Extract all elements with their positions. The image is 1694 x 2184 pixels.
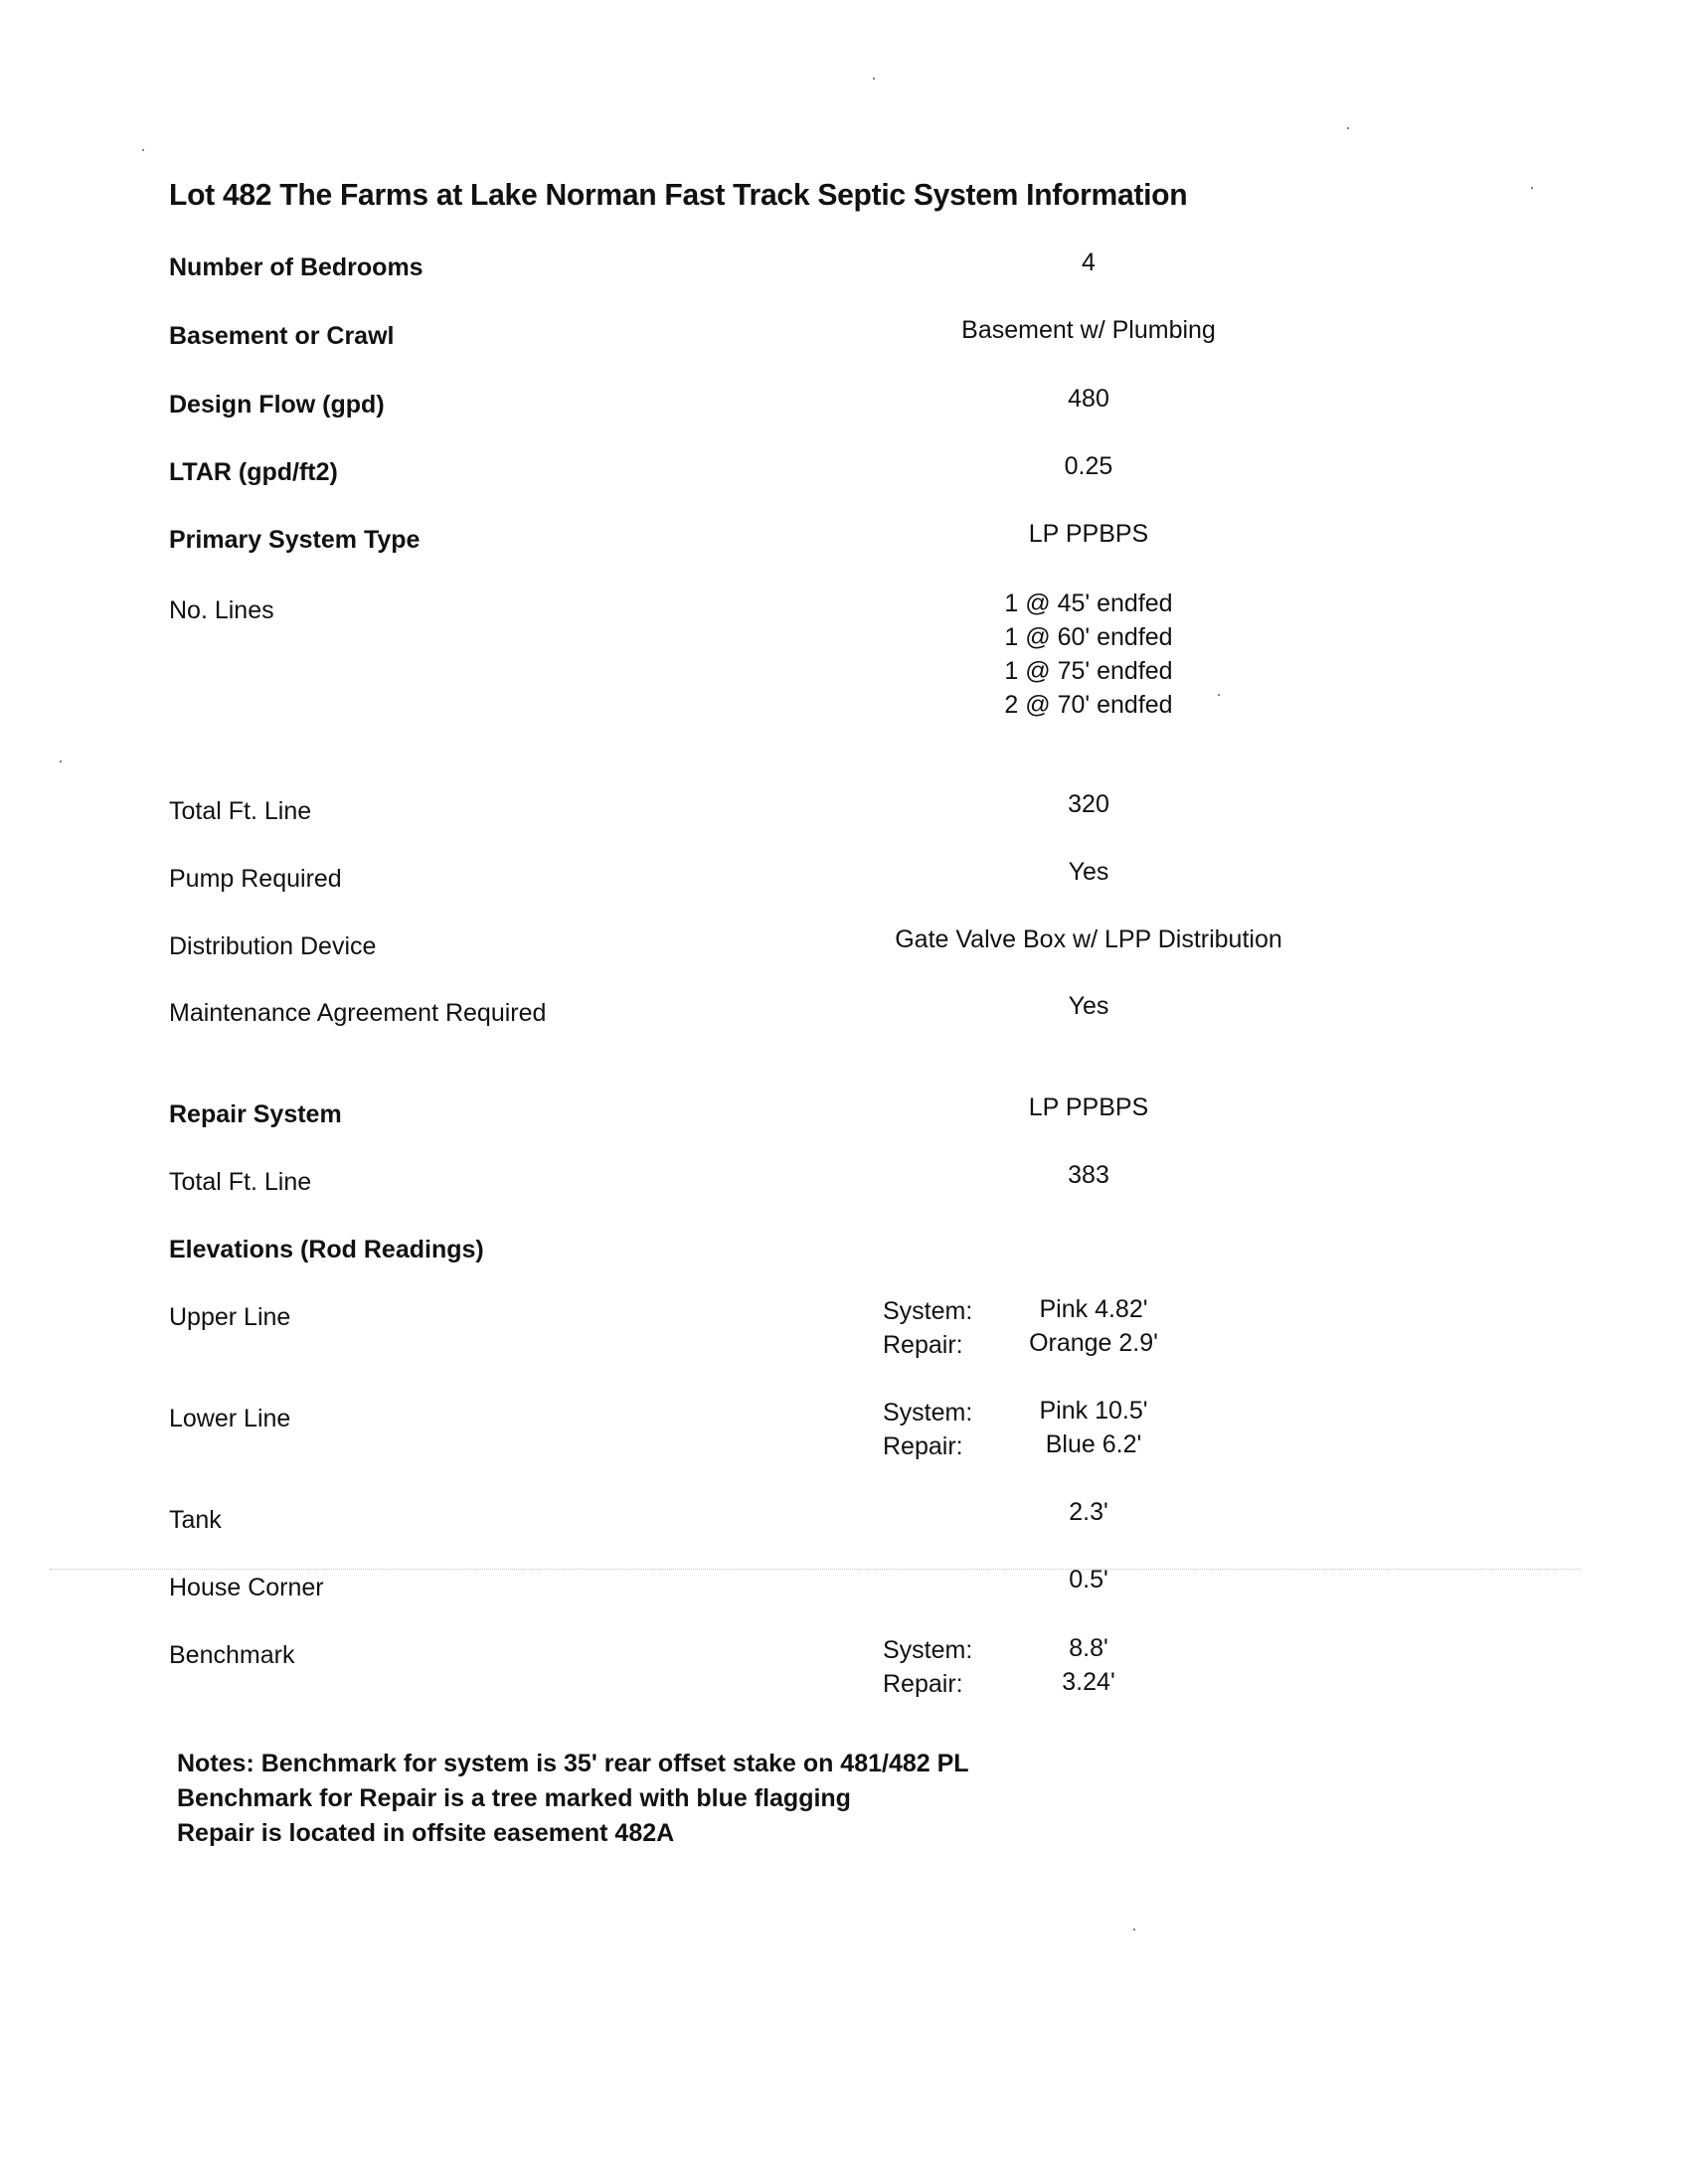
label-primary-type: Primary System Type [169, 526, 421, 554]
lower-system-key: System: [883, 1399, 973, 1427]
benchmark-system-value: 8.8' [1069, 1634, 1108, 1662]
label-ltar: LTAR (gpd/ft2) [169, 458, 338, 486]
label-total-ft-repair: Total Ft. Line [169, 1168, 312, 1196]
value-tank: 2.3' [1069, 1498, 1108, 1526]
scan-speck [1218, 694, 1220, 696]
note-line: Notes: Benchmark for system is 35' rear offset stake on 481/482 PL [177, 1750, 969, 1777]
label-basement: Basement or Crawl [169, 322, 395, 350]
notes-block [177, 1747, 969, 1851]
value-distribution: Gate Valve Box w/ LPP Distribution [895, 925, 1282, 953]
benchmark-repair-key: Repair: [883, 1670, 963, 1698]
lower-repair-key: Repair: [883, 1432, 963, 1460]
label-bedrooms: Number of Bedrooms [169, 253, 424, 281]
value-bedrooms: 4 [1082, 249, 1096, 276]
scan-speck [1133, 1929, 1135, 1931]
scan-speck [873, 78, 875, 80]
document-title: Lot 482 The Farms at Lake Norman Fast Track Septic System Information [169, 177, 1188, 212]
line-spec: 1 @ 75' endfed [1004, 657, 1173, 685]
label-elevations: Elevations (Rod Readings) [169, 1236, 484, 1263]
value-design-flow: 480 [1068, 385, 1109, 413]
upper-system-key: System: [883, 1297, 973, 1325]
benchmark-system-key: System: [883, 1636, 973, 1664]
value-pump: Yes [1068, 858, 1109, 886]
value-no-lines [840, 587, 1337, 722]
upper-system-value: Pink 4.82' [1039, 1295, 1148, 1323]
label-house-corner: House Corner [169, 1574, 324, 1601]
line-spec: 2 @ 70' endfed [1004, 691, 1173, 719]
upper-repair-key: Repair: [883, 1331, 963, 1359]
scan-speck [60, 760, 62, 762]
label-distribution: Distribution Device [169, 932, 377, 960]
benchmark-repair-value: 3.24' [1062, 1668, 1115, 1696]
note-line: Repair is located in offsite easement 482A [177, 1819, 675, 1847]
scan-speck [1347, 127, 1349, 129]
value-house-corner: 0.5' [1069, 1566, 1108, 1594]
value-total-ft-primary: 320 [1068, 790, 1109, 818]
label-benchmark: Benchmark [169, 1641, 295, 1669]
note-line: Benchmark for Repair is a tree marked with blue flagging [177, 1784, 851, 1812]
label-design-flow: Design Flow (gpd) [169, 391, 385, 419]
value-basement: Basement w/ Plumbing [961, 316, 1216, 344]
label-no-lines: No. Lines [169, 596, 274, 624]
value-total-ft-repair: 383 [1068, 1161, 1109, 1189]
scan-speck [142, 149, 144, 151]
label-tank: Tank [169, 1506, 222, 1534]
scan-speck [1531, 187, 1533, 189]
value-primary-type: LP PPBPS [1028, 520, 1149, 548]
line-spec: 1 @ 60' endfed [1004, 623, 1173, 651]
label-pump: Pump Required [169, 865, 342, 893]
value-repair-system: LP PPBPS [1028, 1093, 1149, 1121]
label-upper-line: Upper Line [169, 1303, 291, 1331]
label-total-ft-primary: Total Ft. Line [169, 797, 312, 825]
lower-system-value: Pink 10.5' [1039, 1397, 1148, 1425]
label-repair-system: Repair System [169, 1100, 342, 1128]
upper-repair-value: Orange 2.9' [1029, 1329, 1158, 1357]
value-ltar: 0.25 [1064, 452, 1113, 480]
scan-artifact-line [50, 1569, 1581, 1570]
value-maintenance: Yes [1068, 992, 1109, 1020]
label-maintenance: Maintenance Agreement Required [169, 999, 547, 1027]
label-lower-line: Lower Line [169, 1405, 291, 1432]
line-spec: 1 @ 45' endfed [1004, 589, 1173, 617]
lower-repair-value: Blue 6.2' [1045, 1430, 1142, 1458]
